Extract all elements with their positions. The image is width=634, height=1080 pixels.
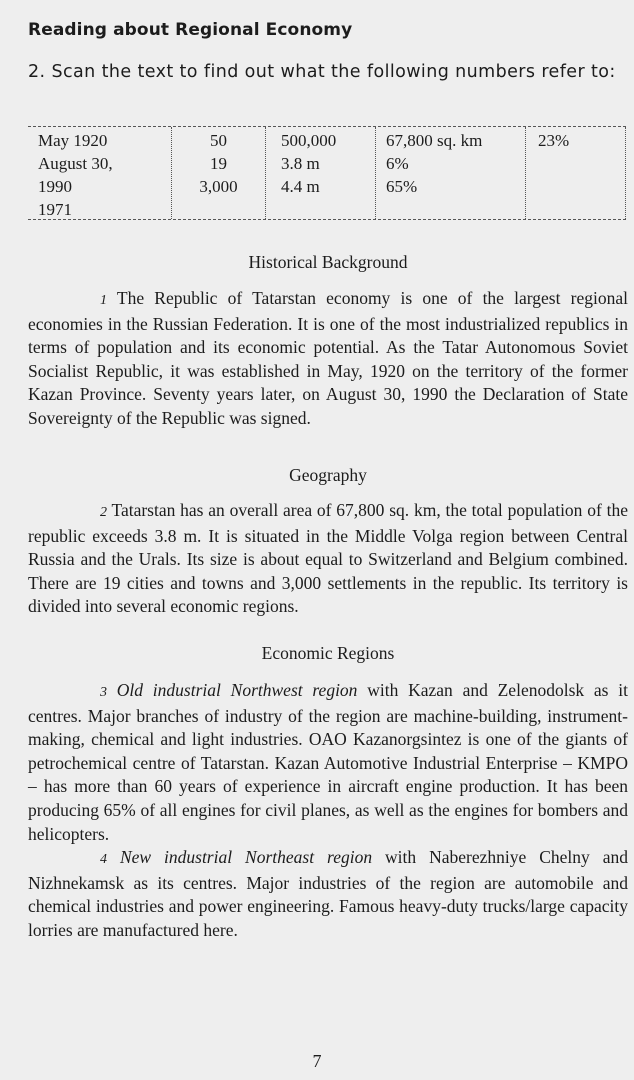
paragraph-text: The Republic of Tatarstan economy is one of the largest regional economies in the Russian Federation. It is one of the most industrialized republics in terms of population and its economic potential. As the Tatar Autonomous Soviet Socialist Republic, it was established in May, 1920 on the territory of the former Kazan Province. Seventy years later, on August 30, 1990 the Declaration of State Sovereignty of the Republic was signed.: [28, 288, 628, 428]
paragraph-number: 4: [100, 852, 107, 868]
number-cell: 23%: [538, 131, 570, 150]
numbers-column-4: [375, 127, 525, 219]
numbers-column-2: [171, 127, 265, 219]
number-cell: 1971: [38, 200, 72, 219]
number-cell: 1990: [38, 177, 72, 196]
number-cell: 65%: [386, 177, 418, 196]
number-cell: 50: [210, 131, 227, 150]
paragraph-number: 2: [100, 505, 107, 520]
numbers-column-5: [525, 127, 626, 219]
paragraph-text: with Kazan and Zelenodolsk as it centres. Major branches of industry of the region are machine-building, instrument-making, chemical and light industries. OAO Kazanorgsintez is one of the giants of petrochemical centre of Tatarstan. Kazan Automotive Industrial Enterprise – KMPO – has more than 60 years of experience in aircraft engine production. It has been producing 65% of all engines for civil planes, as well as the engines for bombers and helicopters.: [28, 680, 628, 844]
paragraph-1: [28, 287, 628, 431]
page-heading: Reading about Regional Economy: [28, 20, 353, 40]
number-cell: August 30,: [38, 154, 113, 173]
number-cell: 4.4 m: [281, 177, 320, 196]
paragraph-text: with Naberezhniye Chelny and Nizhnekamsk as its centres. Major industries of the region are automobile and chemical industries and power engineering. Famous heavy-duty trucks/large capacity lorries are manufactured here.: [28, 847, 628, 940]
paragraph-text: Tatarstan has an overall area of 67,800 sq. km, the total population of the republic exceeds 3.8 m. It is situated in the Middle Volga region between Central Russia and the Urals. Its size is about equal to Switzerland and Belgium combined. There are 19 cities and towns and 3,000 settlements in the republic. Its territory is divided into several economic regions.: [28, 500, 628, 617]
number-cell: 67,800 sq. km: [386, 131, 483, 150]
page-number: 7: [312, 1051, 322, 1071]
paragraph-number: 3: [100, 685, 107, 700]
number-cell: 500,000: [281, 131, 337, 150]
number-cell: 3.8 m: [281, 154, 320, 173]
numbers-table: [28, 126, 626, 220]
number-cell: 19: [210, 154, 227, 173]
task-instruction: 2. Scan the text to find out what the following numbers refer to:: [28, 62, 616, 82]
section-title-economic-regions: Economic Regions: [261, 643, 395, 663]
region-name: Old industrial Northwest region: [116, 680, 358, 700]
paragraph-2: [28, 499, 628, 619]
region-name: New industrial Northeast region: [119, 847, 373, 868]
numbers-column-3: [265, 127, 375, 219]
number-cell: May 1920: [38, 131, 108, 150]
section-title-history: Historical Background: [248, 252, 408, 272]
section-title-geography: Geography: [289, 465, 367, 485]
number-cell: 6%: [386, 154, 409, 173]
number-cell: 3,000: [199, 177, 238, 196]
paragraph-3-4: [28, 679, 628, 943]
paragraph-number: 1: [100, 293, 107, 308]
numbers-column-1: [28, 127, 171, 219]
